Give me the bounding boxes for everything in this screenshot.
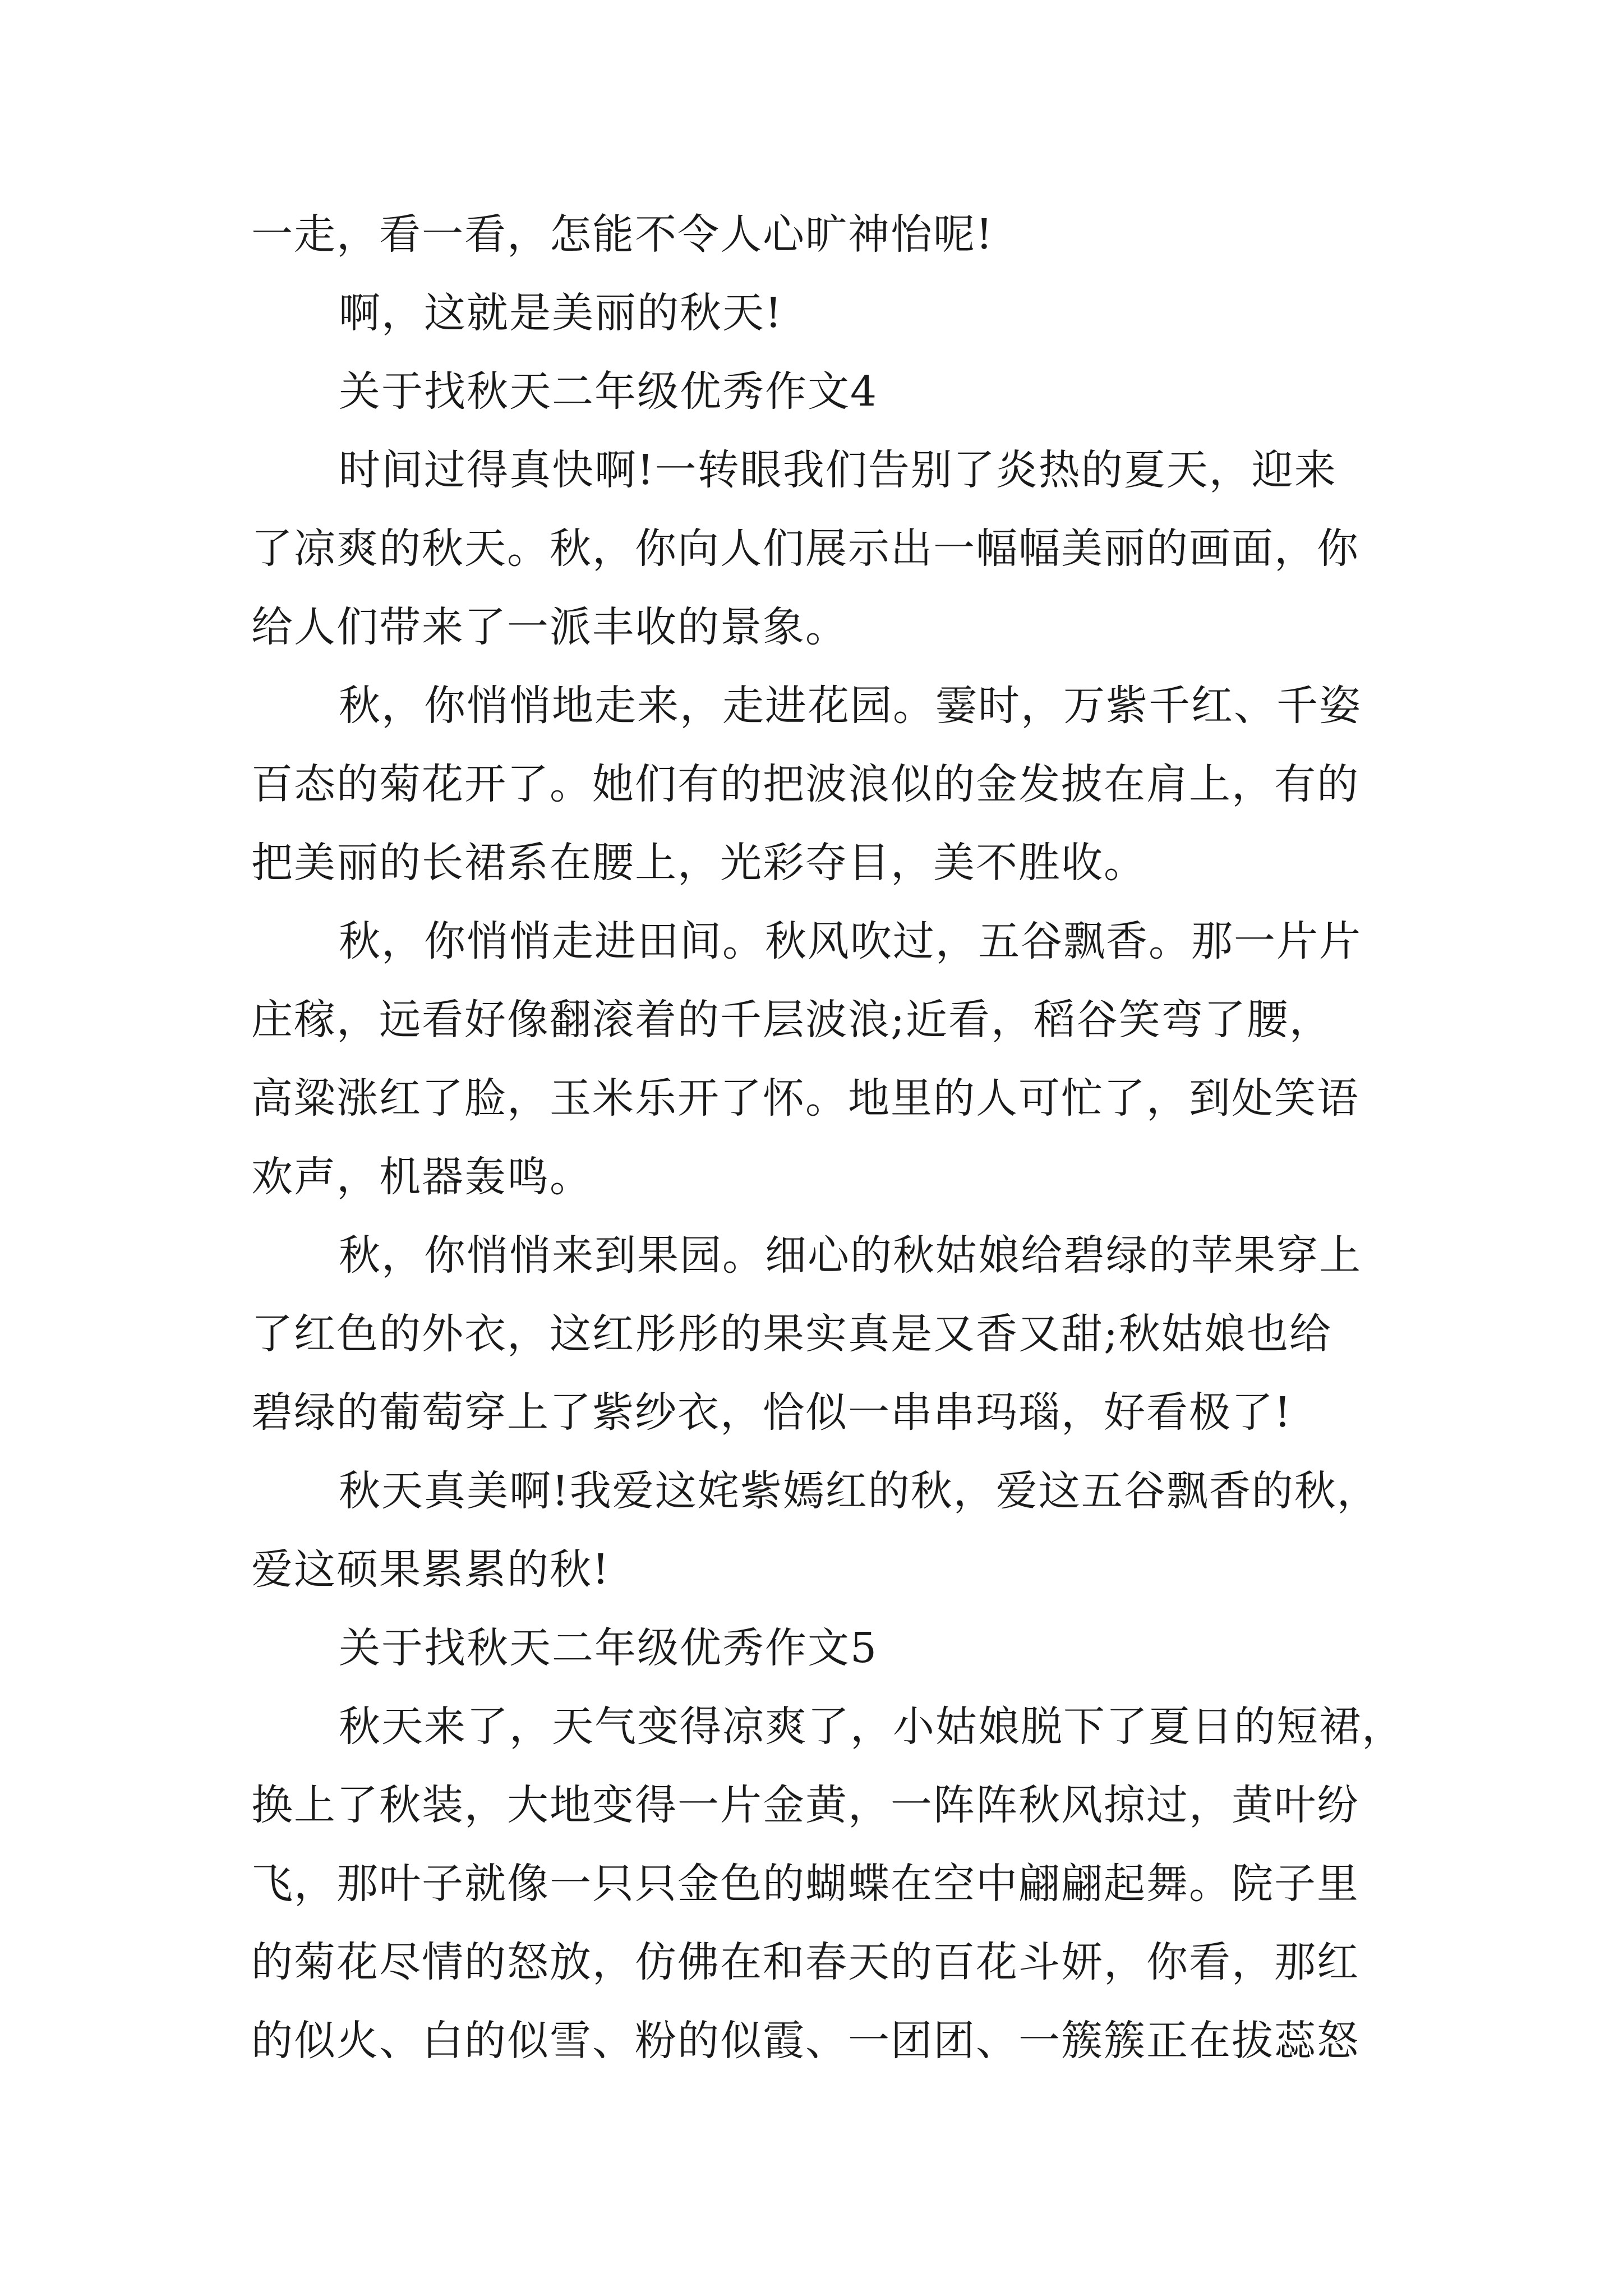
text-line: 秋，你悄悄地走来，走进花园。霎时，万紫千红、千姿	[339, 682, 1362, 730]
text-line: 的菊花尽情的怒放，仿佛在和春天的百花斗妍，你看，那红	[251, 1938, 1359, 1986]
text-line: 欢声，机器轰鸣。	[251, 1153, 592, 1201]
text-line: 了红色的外衣，这红彤彤的果实真是又香又甜;秋姑娘也给	[251, 1310, 1332, 1358]
text-line: 时间过得真快啊!一转眼我们告别了炎热的夏天，迎来	[339, 446, 1337, 494]
text-line: 高粱涨红了脸，玉米乐开了怀。地里的人可忙了，到处笑语	[251, 1074, 1359, 1122]
text-line: 爱这硕果累累的秋!	[251, 1545, 610, 1594]
text-line: 百态的菊花开了。她们有的把波浪似的金发披在肩上，有的	[251, 760, 1359, 808]
text-line: 的似火、白的似雪、粉的似霞、一团团、一簇簇正在拔蕊怒	[251, 2017, 1359, 2065]
text-line: 了凉爽的秋天。秋，你向人们展示出一幅幅美丽的画面，你	[251, 524, 1359, 573]
section-heading: 关于找秋天二年级优秀作文5	[339, 1624, 878, 1672]
text-line: 啊，这就是美丽的秋天!	[339, 289, 783, 337]
document-body	[251, 195, 1404, 2080]
text-line: 庄稼，远看好像翻滚着的千层波浪;近看，稻谷笑弯了腰，	[251, 996, 1332, 1044]
text-line: 飞，那叶子就像一只只金色的蝴蝶在空中翩翩起舞。院子里	[251, 1860, 1359, 1908]
text-line: 秋，你悄悄来到果园。细心的秋姑娘给碧绿的苹果穿上	[339, 1231, 1362, 1280]
text-line: 秋，你悄悄走进田间。秋风吹过，五谷飘香。那一片片	[339, 917, 1362, 965]
section-heading: 关于找秋天二年级优秀作文4	[339, 367, 878, 416]
text-line: 秋天真美啊!我爱这姹紫嫣红的秋，爱这五谷飘香的秋，	[339, 1467, 1380, 1515]
text-line: 一走，看一看，怎能不令人心旷神怡呢!	[251, 210, 994, 259]
text-line: 把美丽的长裙系在腰上，光彩夺目，美不胜收。	[251, 839, 1146, 887]
text-line: 换上了秋装，大地变得一片金黄，一阵阵秋风掠过，黄叶纷	[251, 1781, 1359, 1829]
text-line: 碧绿的葡萄穿上了紫纱衣，恰似一串串玛瑙，好看极了!	[251, 1388, 1292, 1437]
text-line: 秋天来了，天气变得凉爽了，小姑娘脱下了夏日的短裙，	[339, 1703, 1404, 1751]
text-line: 给人们带来了一派丰收的景象。	[251, 603, 848, 651]
